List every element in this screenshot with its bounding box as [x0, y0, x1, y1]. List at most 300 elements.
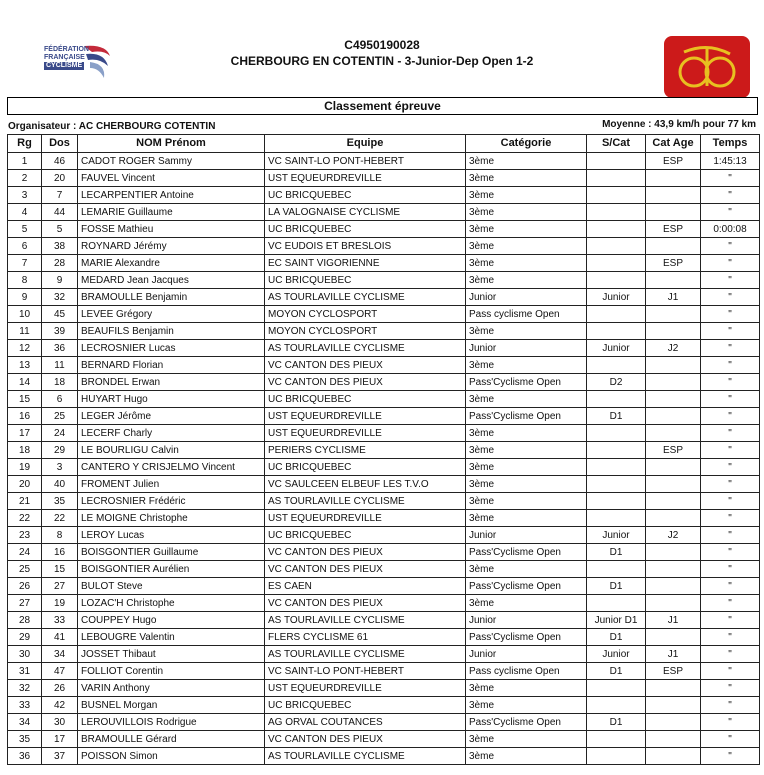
table-row	[8, 289, 760, 306]
cell-subcategory: D2	[587, 374, 646, 391]
cell-category: 3ème	[466, 442, 587, 459]
cell-category: Pass cyclisme Open	[466, 306, 587, 323]
cell-rider-name: LE BOURLIGU Calvin	[78, 442, 265, 459]
cell-rank: 19	[8, 459, 42, 476]
cell-category: Junior	[466, 340, 587, 357]
cell-subcategory	[587, 272, 646, 289]
cell-rank: 24	[8, 544, 42, 561]
cell-bib: 41	[42, 629, 78, 646]
cell-age-category	[646, 408, 701, 425]
cell-subcategory	[587, 357, 646, 374]
cell-team: UST EQUEURDREVILLE	[265, 170, 466, 187]
cell-rank: 12	[8, 340, 42, 357]
cell-category: 3ème	[466, 510, 587, 527]
table-row	[8, 442, 760, 459]
cell-team: VC CANTON DES PIEUX	[265, 561, 466, 578]
cell-age-category	[646, 561, 701, 578]
cell-rider-name: BRAMOULLE Benjamin	[78, 289, 265, 306]
cell-age-category	[646, 323, 701, 340]
table-row	[8, 714, 760, 731]
cell-team: VC EUDOIS ET BRESLOIS	[265, 238, 466, 255]
cell-age-category	[646, 272, 701, 289]
cell-age-category	[646, 493, 701, 510]
cell-bib: 37	[42, 748, 78, 765]
table-row	[8, 731, 760, 748]
cell-rider-name: FOLLIOT Corentin	[78, 663, 265, 680]
cell-rider-name: BEAUFILS Benjamin	[78, 323, 265, 340]
cell-time: "	[701, 289, 760, 306]
cell-category: Pass'Cyclisme Open	[466, 629, 587, 646]
col-rank: Rg	[8, 135, 42, 153]
cell-team: AS TOURLAVILLE CYCLISME	[265, 493, 466, 510]
cell-age-category	[646, 187, 701, 204]
cell-rider-name: MARIE Alexandre	[78, 255, 265, 272]
cell-time: "	[701, 561, 760, 578]
cell-age-category	[646, 680, 701, 697]
cell-time: "	[701, 731, 760, 748]
cell-subcategory: D1	[587, 544, 646, 561]
cell-team: VC CANTON DES PIEUX	[265, 374, 466, 391]
cell-age-category	[646, 629, 701, 646]
cell-bib: 15	[42, 561, 78, 578]
cell-age-category	[646, 595, 701, 612]
cell-time: "	[701, 629, 760, 646]
cell-team: MOYON CYCLOSPORT	[265, 306, 466, 323]
cell-category: Junior	[466, 527, 587, 544]
cell-rank: 4	[8, 204, 42, 221]
cell-team: UST EQUEURDREVILLE	[265, 510, 466, 527]
cell-team: VC CANTON DES PIEUX	[265, 731, 466, 748]
cell-time: "	[701, 476, 760, 493]
cell-age-category: ESP	[646, 153, 701, 170]
cell-subcategory: Junior	[587, 646, 646, 663]
cell-rank: 25	[8, 561, 42, 578]
cell-time: "	[701, 663, 760, 680]
cell-category: 3ème	[466, 238, 587, 255]
cell-age-category	[646, 544, 701, 561]
table-row	[8, 204, 760, 221]
cell-category: 3ème	[466, 170, 587, 187]
cell-team: MOYON CYCLOSPORT	[265, 323, 466, 340]
table-row	[8, 221, 760, 238]
cell-subcategory	[587, 459, 646, 476]
cell-category: 3ème	[466, 204, 587, 221]
cell-time: "	[701, 544, 760, 561]
col-team: Equipe	[265, 135, 466, 153]
table-row	[8, 255, 760, 272]
cell-rank: 27	[8, 595, 42, 612]
cell-time: "	[701, 442, 760, 459]
cell-category: 3ème	[466, 272, 587, 289]
cell-team: UC BRICQUEBEC	[265, 187, 466, 204]
cell-category: 3ème	[466, 221, 587, 238]
cell-team: UST EQUEURDREVILLE	[265, 425, 466, 442]
cell-category: Junior	[466, 289, 587, 306]
cell-team: FLERS CYCLISME 61	[265, 629, 466, 646]
cell-time: "	[701, 170, 760, 187]
cell-time: 1:45:13	[701, 153, 760, 170]
cell-rank: 10	[8, 306, 42, 323]
cell-subcategory	[587, 510, 646, 527]
cell-bib: 9	[42, 272, 78, 289]
cell-time: "	[701, 272, 760, 289]
cell-team: PERIERS CYCLISME	[265, 442, 466, 459]
cell-age-category: J2	[646, 340, 701, 357]
average-speed: Moyenne : 43,9 km/h pour 77 km	[602, 119, 756, 130]
cell-subcategory	[587, 493, 646, 510]
cell-team: VC SAINT-LO PONT-HEBERT	[265, 663, 466, 680]
cell-subcategory	[587, 221, 646, 238]
cell-rider-name: BOISGONTIER Guillaume	[78, 544, 265, 561]
table-row	[8, 425, 760, 442]
cell-time: "	[701, 595, 760, 612]
cell-team: EC SAINT VIGORIENNE	[265, 255, 466, 272]
cell-bib: 42	[42, 697, 78, 714]
cell-team: UC BRICQUEBEC	[265, 527, 466, 544]
cell-bib: 27	[42, 578, 78, 595]
cell-rank: 15	[8, 391, 42, 408]
cell-team: VC SAULCEEN ELBEUF LES T.V.O	[265, 476, 466, 493]
cell-rank: 35	[8, 731, 42, 748]
cell-bib: 33	[42, 612, 78, 629]
cell-subcategory	[587, 731, 646, 748]
cell-bib: 36	[42, 340, 78, 357]
cell-rank: 18	[8, 442, 42, 459]
federation-logo-line3: CYCLISME	[46, 62, 83, 69]
cell-age-category: ESP	[646, 663, 701, 680]
federation-logo-line1: FÉDÉRATION	[44, 46, 89, 53]
cell-category: 3ème	[466, 323, 587, 340]
bicycle-monogram-icon	[664, 36, 750, 98]
cell-bib: 16	[42, 544, 78, 561]
cell-team: ES CAEN	[265, 578, 466, 595]
cell-rank: 6	[8, 238, 42, 255]
cell-rider-name: BRAMOULLE Gérard	[78, 731, 265, 748]
cell-team: AS TOURLAVILLE CYCLISME	[265, 289, 466, 306]
cell-team: UC BRICQUEBEC	[265, 459, 466, 476]
cell-category: 3ème	[466, 595, 587, 612]
cell-time: "	[701, 340, 760, 357]
cell-subcategory	[587, 238, 646, 255]
cell-subcategory: Junior	[587, 289, 646, 306]
cell-team: VC CANTON DES PIEUX	[265, 544, 466, 561]
cell-subcategory	[587, 442, 646, 459]
cell-time: "	[701, 408, 760, 425]
cell-rider-name: LECROSNIER Frédéric	[78, 493, 265, 510]
cell-bib: 35	[42, 493, 78, 510]
cell-bib: 20	[42, 170, 78, 187]
cell-rank: 36	[8, 748, 42, 765]
cell-bib: 38	[42, 238, 78, 255]
cell-rider-name: FROMENT Julien	[78, 476, 265, 493]
cell-time: "	[701, 357, 760, 374]
table-row	[8, 323, 760, 340]
cell-rank: 13	[8, 357, 42, 374]
cell-age-category	[646, 204, 701, 221]
cell-bib: 8	[42, 527, 78, 544]
cell-rank: 28	[8, 612, 42, 629]
cell-team: UC BRICQUEBEC	[265, 272, 466, 289]
cell-age-category	[646, 748, 701, 765]
cell-category: 3ème	[466, 748, 587, 765]
table-row	[8, 544, 760, 561]
cell-bib: 28	[42, 255, 78, 272]
cell-subcategory	[587, 476, 646, 493]
cell-category: 3ème	[466, 731, 587, 748]
cell-time: "	[701, 646, 760, 663]
cell-category: Pass'Cyclisme Open	[466, 578, 587, 595]
cell-bib: 5	[42, 221, 78, 238]
cell-subcategory: D1	[587, 714, 646, 731]
results-table	[7, 134, 760, 765]
col-category: Catégorie	[466, 135, 587, 153]
cell-age-category	[646, 510, 701, 527]
cell-rank: 17	[8, 425, 42, 442]
cell-bib: 6	[42, 391, 78, 408]
cell-category: 3ème	[466, 255, 587, 272]
table-row	[8, 408, 760, 425]
table-row	[8, 153, 760, 170]
cell-team: VC CANTON DES PIEUX	[265, 357, 466, 374]
cell-rank: 26	[8, 578, 42, 595]
cell-rank: 7	[8, 255, 42, 272]
cell-subcategory	[587, 680, 646, 697]
cell-time: "	[701, 391, 760, 408]
cell-bib: 32	[42, 289, 78, 306]
cell-rider-name: LEBOUGRE Valentin	[78, 629, 265, 646]
cell-team: AS TOURLAVILLE CYCLISME	[265, 340, 466, 357]
cell-rank: 33	[8, 697, 42, 714]
cell-time: "	[701, 459, 760, 476]
cell-rank: 22	[8, 510, 42, 527]
cell-bib: 40	[42, 476, 78, 493]
table-row	[8, 357, 760, 374]
cell-age-category	[646, 374, 701, 391]
table-row	[8, 646, 760, 663]
cell-time: "	[701, 204, 760, 221]
col-bib: Dos	[42, 135, 78, 153]
table-row	[8, 612, 760, 629]
table-row	[8, 170, 760, 187]
cell-rider-name: LEROUVILLOIS Rodrigue	[78, 714, 265, 731]
cell-rider-name: LEVEE Grégory	[78, 306, 265, 323]
cell-bib: 7	[42, 187, 78, 204]
cell-bib: 39	[42, 323, 78, 340]
cell-rider-name: LECROSNIER Lucas	[78, 340, 265, 357]
cell-subcategory: Junior	[587, 340, 646, 357]
cell-age-category	[646, 714, 701, 731]
cell-bib: 24	[42, 425, 78, 442]
cell-bib: 19	[42, 595, 78, 612]
cell-age-category: J1	[646, 289, 701, 306]
cell-bib: 44	[42, 204, 78, 221]
race-code: C4950190028	[344, 38, 420, 52]
cell-rider-name: VARIN Anthony	[78, 680, 265, 697]
cell-subcategory	[587, 391, 646, 408]
cell-team: UST EQUEURDREVILLE	[265, 680, 466, 697]
cell-time: "	[701, 323, 760, 340]
cell-bib: 3	[42, 459, 78, 476]
cell-age-category: J1	[646, 612, 701, 629]
table-row	[8, 187, 760, 204]
cell-rank: 30	[8, 646, 42, 663]
table-row	[8, 663, 760, 680]
cell-team: UC BRICQUEBEC	[265, 391, 466, 408]
cell-team: UC BRICQUEBEC	[265, 697, 466, 714]
cell-time: "	[701, 187, 760, 204]
cell-age-category	[646, 357, 701, 374]
cell-rank: 9	[8, 289, 42, 306]
cell-category: 3ème	[466, 153, 587, 170]
cell-age-category	[646, 697, 701, 714]
cell-age-category	[646, 578, 701, 595]
cell-bib: 29	[42, 442, 78, 459]
cell-rank: 29	[8, 629, 42, 646]
col-name: NOM Prénom	[78, 135, 265, 153]
cell-category: Junior	[466, 646, 587, 663]
cell-rank: 2	[8, 170, 42, 187]
cell-time: "	[701, 578, 760, 595]
cell-subcategory: Junior D1	[587, 612, 646, 629]
cell-subcategory	[587, 425, 646, 442]
cell-age-category: J1	[646, 646, 701, 663]
cell-category: 3ème	[466, 357, 587, 374]
cell-age-category	[646, 238, 701, 255]
cell-rider-name: BOISGONTIER Aurélien	[78, 561, 265, 578]
cell-rider-name: LECARPENTIER Antoine	[78, 187, 265, 204]
club-logo	[664, 36, 750, 98]
cell-age-category: ESP	[646, 255, 701, 272]
cell-time: "	[701, 238, 760, 255]
cell-subcategory: Junior	[587, 527, 646, 544]
cell-rider-name: BERNARD Florian	[78, 357, 265, 374]
cell-rank: 20	[8, 476, 42, 493]
cell-rank: 14	[8, 374, 42, 391]
cell-rank: 31	[8, 663, 42, 680]
cell-time: "	[701, 680, 760, 697]
table-row	[8, 680, 760, 697]
cell-age-category	[646, 391, 701, 408]
cell-rider-name: LEGER Jérôme	[78, 408, 265, 425]
cell-category: Pass'Cyclisme Open	[466, 374, 587, 391]
cell-subcategory	[587, 697, 646, 714]
cell-rider-name: BULOT Steve	[78, 578, 265, 595]
cell-age-category	[646, 731, 701, 748]
cell-rank: 21	[8, 493, 42, 510]
cell-bib: 26	[42, 680, 78, 697]
cell-subcategory	[587, 561, 646, 578]
col-subcategory: S/Cat	[587, 135, 646, 153]
cell-time: "	[701, 510, 760, 527]
cell-team: VC SAINT-LO PONT-HEBERT	[265, 153, 466, 170]
table-row	[8, 238, 760, 255]
cell-bib: 34	[42, 646, 78, 663]
cell-rank: 16	[8, 408, 42, 425]
cell-subcategory	[587, 595, 646, 612]
cell-rider-name: BRONDEL Erwan	[78, 374, 265, 391]
cell-rank: 34	[8, 714, 42, 731]
cell-team: AS TOURLAVILLE CYCLISME	[265, 612, 466, 629]
cell-rider-name: FOSSE Mathieu	[78, 221, 265, 238]
cell-rider-name: CADOT ROGER Sammy	[78, 153, 265, 170]
table-row	[8, 748, 760, 765]
cell-bib: 17	[42, 731, 78, 748]
cell-time: "	[701, 255, 760, 272]
cell-rider-name: ROYNARD Jérémy	[78, 238, 265, 255]
cell-bib: 22	[42, 510, 78, 527]
table-row	[8, 697, 760, 714]
organizer: Organisateur : AC CHERBOURG COTENTIN	[8, 121, 216, 132]
table-row	[8, 527, 760, 544]
cell-team: VC CANTON DES PIEUX	[265, 595, 466, 612]
cell-team: AS TOURLAVILLE CYCLISME	[265, 748, 466, 765]
table-row	[8, 272, 760, 289]
cell-age-category	[646, 306, 701, 323]
cell-rank: 8	[8, 272, 42, 289]
cell-age-category: J2	[646, 527, 701, 544]
cell-rider-name: HUYART Hugo	[78, 391, 265, 408]
cell-category: 3ème	[466, 391, 587, 408]
cell-rank: 11	[8, 323, 42, 340]
cell-subcategory	[587, 255, 646, 272]
cell-team: AG ORVAL COUTANCES	[265, 714, 466, 731]
cell-rank: 5	[8, 221, 42, 238]
cell-rider-name: LECERF Charly	[78, 425, 265, 442]
cell-subcategory	[587, 170, 646, 187]
cell-rider-name: LOZAC'H Christophe	[78, 595, 265, 612]
cell-team: AS TOURLAVILLE CYCLISME	[265, 646, 466, 663]
cell-bib: 46	[42, 153, 78, 170]
table-row	[8, 306, 760, 323]
cell-category: 3ème	[466, 697, 587, 714]
cell-rider-name: JOSSET Thibaut	[78, 646, 265, 663]
cell-subcategory	[587, 306, 646, 323]
cell-subcategory	[587, 748, 646, 765]
table-row	[8, 595, 760, 612]
cell-subcategory	[587, 323, 646, 340]
cell-rider-name: POISSON Simon	[78, 748, 265, 765]
cell-age-category	[646, 459, 701, 476]
cell-category: Junior	[466, 612, 587, 629]
federation-logo-line2: FRANÇAISE	[44, 54, 85, 61]
cell-bib: 45	[42, 306, 78, 323]
table-header-row	[8, 135, 760, 153]
cell-age-category	[646, 425, 701, 442]
cell-bib: 30	[42, 714, 78, 731]
col-time: Temps	[701, 135, 760, 153]
cell-time: "	[701, 697, 760, 714]
cell-rider-name: COUPPEY Hugo	[78, 612, 265, 629]
table-row	[8, 476, 760, 493]
col-age-category: Cat Age	[646, 135, 701, 153]
cell-age-category: ESP	[646, 221, 701, 238]
cell-rank: 32	[8, 680, 42, 697]
cell-subcategory	[587, 153, 646, 170]
cell-time: "	[701, 748, 760, 765]
cell-age-category: ESP	[646, 442, 701, 459]
cell-rider-name: FAUVEL Vincent	[78, 170, 265, 187]
cell-age-category	[646, 476, 701, 493]
cell-category: Pass'Cyclisme Open	[466, 714, 587, 731]
cell-subcategory: D1	[587, 629, 646, 646]
cell-bib: 11	[42, 357, 78, 374]
cell-time: "	[701, 374, 760, 391]
cell-category: 3ème	[466, 561, 587, 578]
cell-category: Pass cyclisme Open	[466, 663, 587, 680]
section-title: Classement épreuve	[7, 97, 758, 115]
cell-subcategory	[587, 204, 646, 221]
cell-bib: 47	[42, 663, 78, 680]
